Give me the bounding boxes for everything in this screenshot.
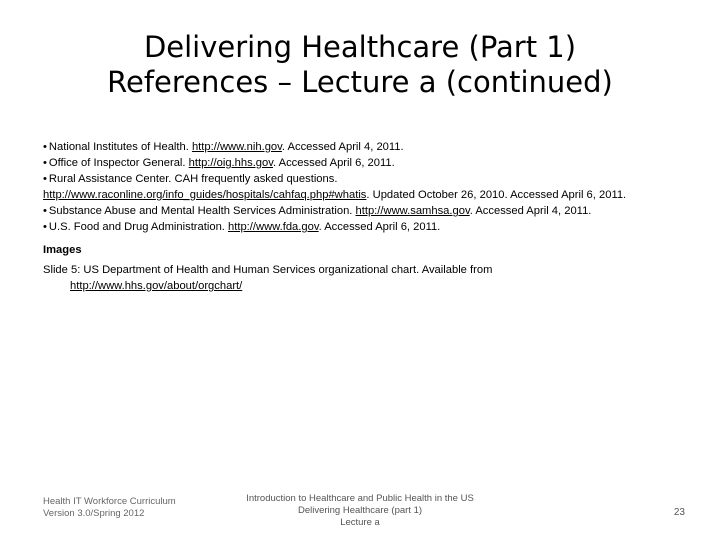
footer-curriculum [43, 496, 176, 520]
footer-lecture: Lecture a [340, 517, 380, 528]
reference-note: . Accessed April 4, 2011. [469, 205, 592, 217]
reference-link[interactable]: http://www.fda.gov [228, 221, 319, 233]
slide-title-line-1: Delivering Healthcare (Part 1) [143, 30, 577, 64]
images-heading: Images [43, 244, 82, 256]
image-reference-link[interactable]: http://www.hhs.gov/about/orgchart/ [70, 280, 243, 292]
reference-text: National Institutes of Health. [48, 141, 192, 153]
reference-item [43, 171, 713, 187]
reference-item [43, 139, 713, 155]
reference-item [43, 155, 713, 171]
footer-version: Version 3.0/Spring 2012 [43, 508, 145, 519]
bullet-icon: • [43, 173, 47, 185]
reference-note: . Accessed April 6, 2011. [273, 157, 395, 169]
bullet-icon: • [43, 141, 47, 153]
reference-link[interactable]: http://www.nih.gov [191, 141, 282, 153]
reference-link[interactable]: http://www.samhsa.gov [355, 205, 470, 217]
image-reference-text: Slide 5: US Department of Health and Human Services organizational chart. Available from [43, 264, 493, 276]
reference-link[interactable]: http://www.raconline.org/info_guides/hospitals/cahfaq.php#whatis [43, 189, 367, 201]
reference-text: Substance Abuse and Mental Health Services Administration. [48, 205, 356, 217]
slide-title-line-2: References – Lecture a (continued) [107, 65, 613, 99]
reference-note: . Updated October 26, 2010. Accessed April 6, 2011. [366, 189, 627, 201]
reference-link[interactable]: http://oig.hhs.gov [188, 157, 274, 169]
reference-text: Office of Inspector General. [48, 157, 189, 169]
footer-course-title: Introduction to Healthcare and Public Health in the US [246, 493, 474, 504]
reference-note: . Accessed April 4, 2011. [281, 141, 404, 153]
footer-curriculum-name: Health IT Workforce Curriculum [43, 496, 176, 507]
reference-item [43, 219, 713, 235]
reference-text: U.S. Food and Drug Administration. [48, 221, 229, 233]
bullet-icon: • [43, 205, 47, 217]
footer-course [230, 493, 490, 529]
bullet-icon: • [43, 221, 47, 233]
reference-item [43, 203, 713, 219]
bullet-icon: • [43, 157, 47, 169]
page-number: 23 [673, 507, 685, 518]
slide-title [0, 30, 720, 100]
reference-item-continued [43, 187, 713, 203]
image-reference [43, 262, 683, 294]
references-list [43, 139, 713, 235]
reference-note: . Accessed April 6, 2011. [318, 221, 441, 233]
footer-unit-title: Delivering Healthcare (part 1) [297, 505, 423, 516]
reference-text: Rural Assistance Center. CAH frequently asked questions. [48, 173, 338, 185]
